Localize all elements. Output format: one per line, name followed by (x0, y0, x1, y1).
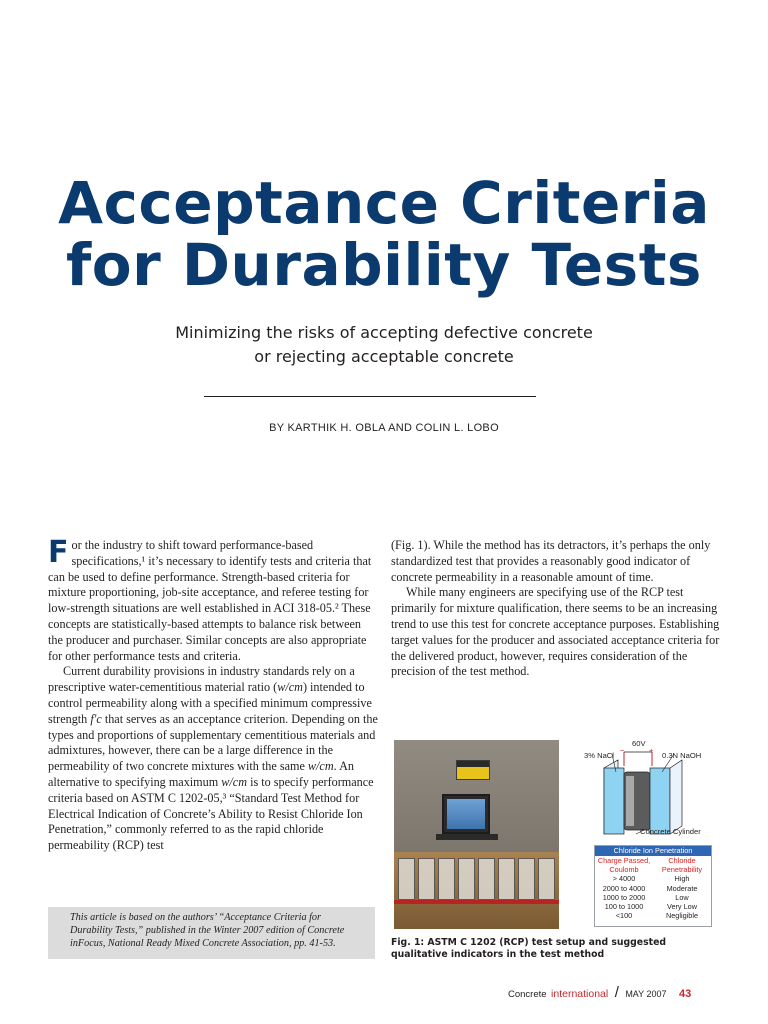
test-cells (398, 858, 555, 900)
title-divider (204, 396, 536, 397)
chloride-ion-table (594, 845, 712, 927)
article-title-line1: Acceptance Criteria (58, 169, 710, 237)
p2-text-e: is to specify performance criteria based on ASTM C 1202-05,³ “Standard Test Method for Electrical Indication of Concrete’s Ability to Resist Chloride Ion Penetration,” commonly referred to as the rapid chloride permeability (RCP) test (48, 774, 374, 853)
cell-level: Low (675, 892, 689, 902)
p2-text-c: that serves as an acceptance criterion. Depending on the types and proportions of supplementary cementitious materials and admixtures, however, there can be a large difference in the permeability of two concrete mixtures with the same (48, 711, 378, 774)
wire (394, 900, 559, 904)
header-charge: Charge Passed, Coulomb (597, 856, 651, 875)
page-footer (508, 984, 723, 1001)
cylinder-label: Concrete Cylinder (640, 827, 701, 836)
table-row (595, 884, 711, 893)
table-row (595, 902, 711, 911)
rcp-test-photo (394, 740, 559, 929)
issue-date: MAY 2007 (625, 989, 667, 999)
p2-text-b: ) intended to control permeability along with a specified minimum compressive strength (48, 680, 372, 726)
table-title: Chloride Ion Penetration (595, 846, 711, 856)
cell-charge: 2000 to 4000 (602, 883, 646, 893)
laptop-screen (447, 799, 485, 829)
page-number: 43 (678, 988, 692, 1000)
cylinder-highlight (626, 776, 634, 826)
paragraph-1 (48, 535, 378, 664)
header-penetrability: Chloride Penetrability (661, 856, 703, 875)
body-column-left (48, 535, 378, 854)
drop-cap: F (48, 535, 69, 570)
left-chamber (604, 768, 624, 834)
test-cell (478, 858, 495, 900)
laptop-base (436, 834, 498, 840)
body-column-right (391, 538, 721, 680)
caution-sign (456, 760, 490, 780)
cell-charge: 1000 to 2000 (602, 892, 646, 902)
byline: BY KARTHIK H. OBLA AND COLIN L. LOBO (269, 422, 499, 434)
paragraph-4: While many engineers are specifying use of the RCP test primarily for mixture qualification, there seems to be an increasing trend to use this test for concrete acceptance purposes. Establishing target values for the producer and associated acceptance criteria for the delivered product, however, requires consideration of the precision of the test method. (391, 585, 720, 679)
right-chamber (650, 768, 670, 834)
p2-wcm-3: w/cm (221, 774, 248, 789)
test-cell (458, 858, 475, 900)
p2-fc: f′c (90, 711, 102, 726)
test-cell (538, 858, 555, 900)
test-cell (518, 858, 535, 900)
plus-label: + (649, 746, 654, 755)
naoh-label: 0.3N NaOH (662, 751, 702, 760)
rcp-cell-diagram (582, 738, 732, 840)
article-subtitle (0, 321, 768, 369)
table-row (595, 911, 711, 920)
paragraph-1-text: or the industry to shift toward performance-based specifications,¹ it’s necessary to identify tests and criteria that can be used to define performance. Strength-based criteria for mixture proportioning, job-site acceptance, and referee testing for low-strength situations are well established in ACI 318-05.² These concepts are statistically-based attempts to balance risk between the producer and purchaser. Similar concepts are also appropriate for other performance tests and criteria. (48, 538, 372, 663)
cell-charge: 100 to 1000 (604, 902, 644, 912)
p2-text-d: . An alternative to specifying maximum (48, 759, 354, 789)
voltage-label: 60V (632, 739, 646, 748)
article-title (0, 169, 768, 299)
source-note: This article is based on the authors’ “Acceptance Criteria for Durability Tests,” published in the Winter 2007 edition of Concrete inFocus, National Ready Mixed Concrete Association, pp. 41-53. (48, 907, 375, 959)
p2-wcm-2: w/cm (307, 759, 334, 774)
cell-charge: <100 (615, 911, 633, 921)
test-cell (498, 858, 515, 900)
paragraph-2 (48, 664, 378, 854)
table-row (595, 874, 711, 883)
cell-level: Very Low (666, 902, 697, 912)
subtitle-line2: or rejecting acceptable concrete (254, 347, 514, 366)
test-cell (418, 858, 435, 900)
laptop-image (442, 794, 490, 834)
p2-wcm-1: w/cm (277, 680, 303, 695)
cell-level: High (674, 874, 690, 884)
magazine-name-a: Concrete (508, 989, 547, 1000)
table-row (595, 893, 711, 902)
footer-slash: / (614, 984, 619, 1001)
test-cell (398, 858, 415, 900)
magazine-name-b: international (551, 988, 609, 1000)
article-title-line2: for Durability Tests (66, 231, 702, 299)
cell-charge: > 4000 (612, 874, 636, 884)
p2-text-a: Current durability provisions in industry standards rely on a prescriptive water-cementitious material ratio ( (48, 664, 355, 695)
nacl-label: 3% NaCl (584, 751, 614, 760)
cell-level: Moderate (666, 883, 698, 893)
paragraph-3: (Fig. 1). While the method has its detractors, it’s perhaps the only standardized test that provides a reasonably good indicator of concrete permeability in a reasonable amount of time. (391, 538, 711, 584)
caution-sign-band (457, 761, 489, 767)
minus-label: − (620, 746, 625, 755)
subtitle-line1: Minimizing the risks of accepting defective concrete (175, 323, 593, 342)
test-cell (438, 858, 455, 900)
cell-level: Negligible (665, 911, 699, 921)
right-chamber-face (670, 760, 682, 834)
figure-caption: Fig. 1: ASTM C 1202 (RCP) test setup and suggested qualitative indicators in the test method (391, 937, 667, 960)
table-header (595, 856, 711, 874)
